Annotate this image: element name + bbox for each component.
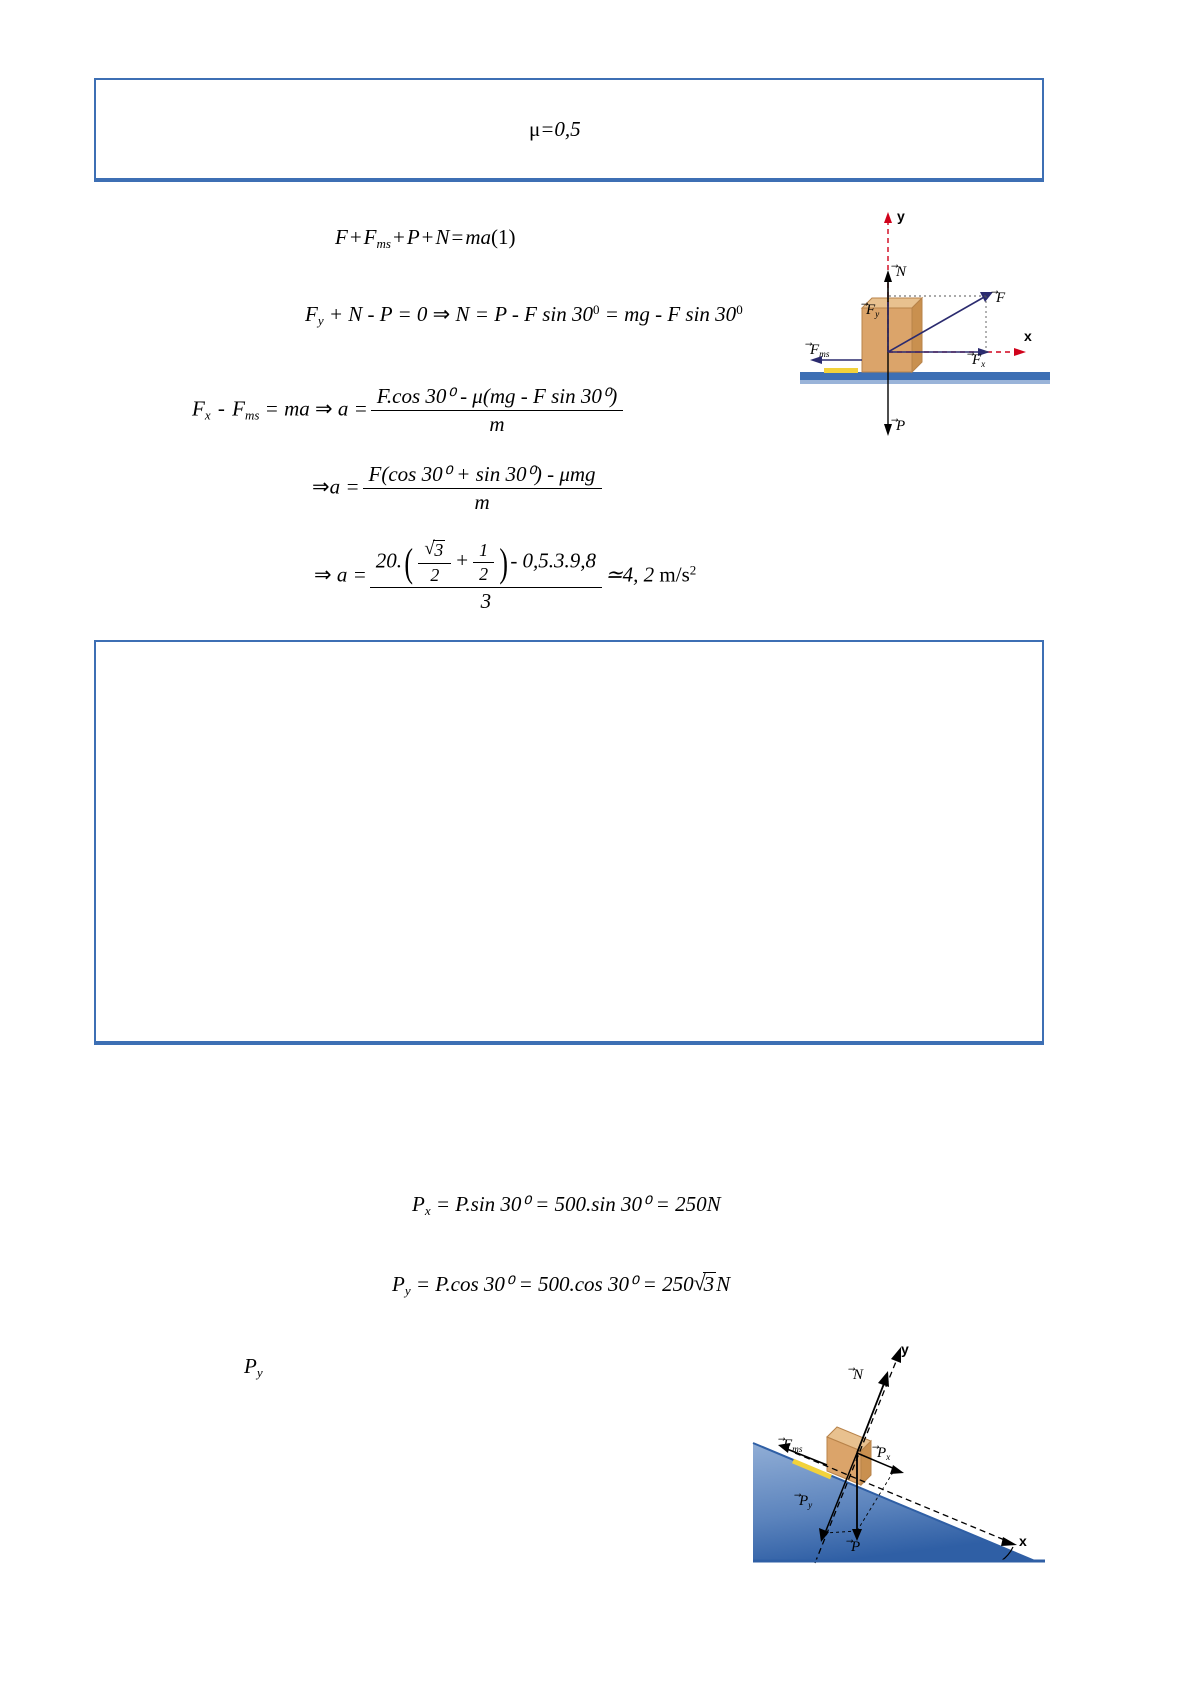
stray-py-label <box>244 1355 263 1380</box>
eq2-minus-Fsin-2: - F sin 30 <box>655 302 737 326</box>
figure1-y-axis-label: y <box>897 208 905 224</box>
stray-py: P <box>244 1354 257 1378</box>
normal-force-arrowhead <box>884 270 892 282</box>
eq1-plus-2: + <box>392 225 405 249</box>
eq5-num-tail: - 0,5.3.9,8 <box>510 548 597 573</box>
eq5-fraction <box>367 540 605 613</box>
eq3-Fx-sub: x <box>204 407 211 423</box>
y-axis-arrowhead <box>884 212 892 223</box>
equation-6 <box>412 1193 721 1218</box>
eq4-numerator: F(cos 30⁰ + sin 30⁰) - μmg <box>363 463 602 489</box>
equation-1 <box>335 226 516 251</box>
eq7-Py-sub: y <box>404 1282 411 1298</box>
stray-py-sub: y <box>256 1364 263 1380</box>
figure2-weight-y-label: $P_y$ <box>799 1493 813 1511</box>
eq3-fraction <box>368 385 626 436</box>
eq4-a-equals: a = <box>329 474 360 499</box>
eq7-rest-b: N <box>716 1272 731 1296</box>
eq1-equals: = <box>451 225 464 249</box>
eq3-Fms-sub: ms <box>244 407 260 423</box>
eq1-Fms-sub: ms <box>376 235 391 251</box>
eq5-implies: ⇒ <box>314 562 332 587</box>
eq5-unit-exponent: 2 <box>689 562 697 578</box>
weight-x-arrowhead <box>890 1465 904 1474</box>
eq3-implies: ⇒ <box>315 396 333 421</box>
eq3-Fx: F <box>192 396 205 421</box>
eq5-unit: m/s <box>659 562 690 587</box>
weight-vector-arrowhead <box>884 424 892 436</box>
equation-2 <box>305 303 743 328</box>
figure2-normal-label: N <box>853 1367 864 1383</box>
eq5-num-lead: 20. <box>375 548 403 573</box>
eq5-sqrt3-value: 3 <box>434 540 444 560</box>
eq5-paren-close: ) <box>499 539 508 585</box>
eq3-denominator: m <box>489 412 505 437</box>
eq4-denominator: m <box>474 490 490 515</box>
eq2-Fy: F <box>305 302 318 326</box>
figure-horizontal-block <box>800 200 1050 450</box>
eq3-a-equals: a = <box>337 396 368 421</box>
eq6-rest: = P.sin 30⁰ = 500.sin 30⁰ = 250N <box>435 1192 721 1216</box>
eq2-Fy-sub: y <box>317 312 324 328</box>
eq5-half-den: 2 <box>479 564 489 585</box>
eq7-Py: P <box>392 1272 405 1296</box>
eq2-minus-P: - P <box>367 302 393 326</box>
middle-content-box <box>94 640 1044 1045</box>
x-axis-arrowhead <box>1014 348 1026 356</box>
eq1-Fms: F <box>363 225 377 249</box>
eq1-plus-3: + <box>421 225 434 249</box>
eq2-eq-zero: = 0 <box>397 302 428 326</box>
figure2-x-axis-label: x <box>1019 1533 1027 1549</box>
eq1-ma: ma <box>465 225 492 249</box>
eq5-a-equals: a = <box>336 562 367 587</box>
eq3-minus: - <box>217 396 225 421</box>
eq7-rest-a: = P.cos 30⁰ = 500.cos 30⁰ = 250 <box>415 1272 694 1296</box>
eq5-one-half <box>470 541 497 585</box>
figure2-y-axis-label: y <box>901 1341 909 1357</box>
eq5-numerator <box>370 540 602 588</box>
eq2-plus-N: + N <box>328 302 363 326</box>
figure1-friction-label: $F_{ms}$ <box>810 342 830 360</box>
eq1-tag: (1) <box>491 225 516 249</box>
top-content-box <box>94 78 1044 182</box>
eq3-eq-ma: = ma <box>264 396 310 421</box>
eq2-eq-P: = P <box>474 302 507 326</box>
mu-equation <box>529 118 581 141</box>
eq1-F: F <box>335 225 348 249</box>
equation-3 <box>192 385 626 436</box>
figure1-force-label: F <box>996 290 1006 306</box>
eq5-approx-value: ≃4, 2 <box>605 562 655 587</box>
eq1-plus-1: + <box>349 225 362 249</box>
eq6-Px-sub: x <box>424 1202 431 1218</box>
eq5-paren-open: ( <box>404 539 414 585</box>
ground-surface <box>800 372 1050 380</box>
figure1-force-y-label: $F_y$ <box>866 302 880 320</box>
normal-force-arrowhead-2 <box>878 1371 889 1387</box>
eq2-degree-1: 0 <box>593 302 600 318</box>
eq5-sqrt3-den: 2 <box>430 564 440 585</box>
figure1-x-axis-label: x <box>1024 328 1032 344</box>
equation-7 <box>392 1272 730 1298</box>
mu-symbol: μ <box>529 117 541 141</box>
eq6-Px: P <box>412 1192 425 1216</box>
applied-force-arrowhead <box>980 292 993 302</box>
y-axis-incline-arrowhead <box>891 1347 901 1363</box>
ground-shadow <box>800 380 1050 384</box>
equation-4 <box>312 463 605 514</box>
friction-highlight <box>824 368 858 373</box>
eq5-half-num: 1 <box>473 541 494 564</box>
figure-inclined-plane <box>735 1325 1045 1585</box>
figure2-friction-label: $F_{ms}$ <box>783 1437 803 1455</box>
eq3-numerator: F.cos 30⁰ - μ(mg - F sin 30⁰) <box>371 385 623 411</box>
equation-5 <box>314 540 696 613</box>
eq1-N: N <box>435 225 450 249</box>
eq2-N: N <box>455 302 470 326</box>
figure-1-svg <box>800 200 1050 450</box>
figure2-weight-label: P <box>851 1539 861 1555</box>
eq4-fraction <box>360 463 605 514</box>
eq2-eq-mg: = mg <box>604 302 650 326</box>
eq1-P: P <box>406 225 420 249</box>
figure2-weight-x-label: $P_x$ <box>877 1445 891 1463</box>
eq2-implies: ⇒ <box>432 302 451 326</box>
eq7-sqrt3: 3 <box>703 1272 715 1296</box>
eq5-sqrt3-over-2 <box>415 540 454 585</box>
figure1-weight-label: P <box>896 418 906 434</box>
mu-value: =0,5 <box>540 117 581 141</box>
eq5-denominator: 3 <box>480 589 492 614</box>
figure1-normal-label: N <box>896 264 907 280</box>
eq2-degree-2: 0 <box>736 302 743 318</box>
eq5-sqrt3 <box>418 540 451 564</box>
figure1-force-x-label: $F_x$ <box>972 352 986 370</box>
x-axis-incline-arrowhead <box>1001 1537 1017 1546</box>
eq2-minus-Fsin: - F sin 30 <box>511 302 593 326</box>
eq5-num-plus: + <box>456 548 469 573</box>
eq3-Fms: F <box>232 396 245 421</box>
eq4-implies: ⇒ <box>312 474 330 499</box>
